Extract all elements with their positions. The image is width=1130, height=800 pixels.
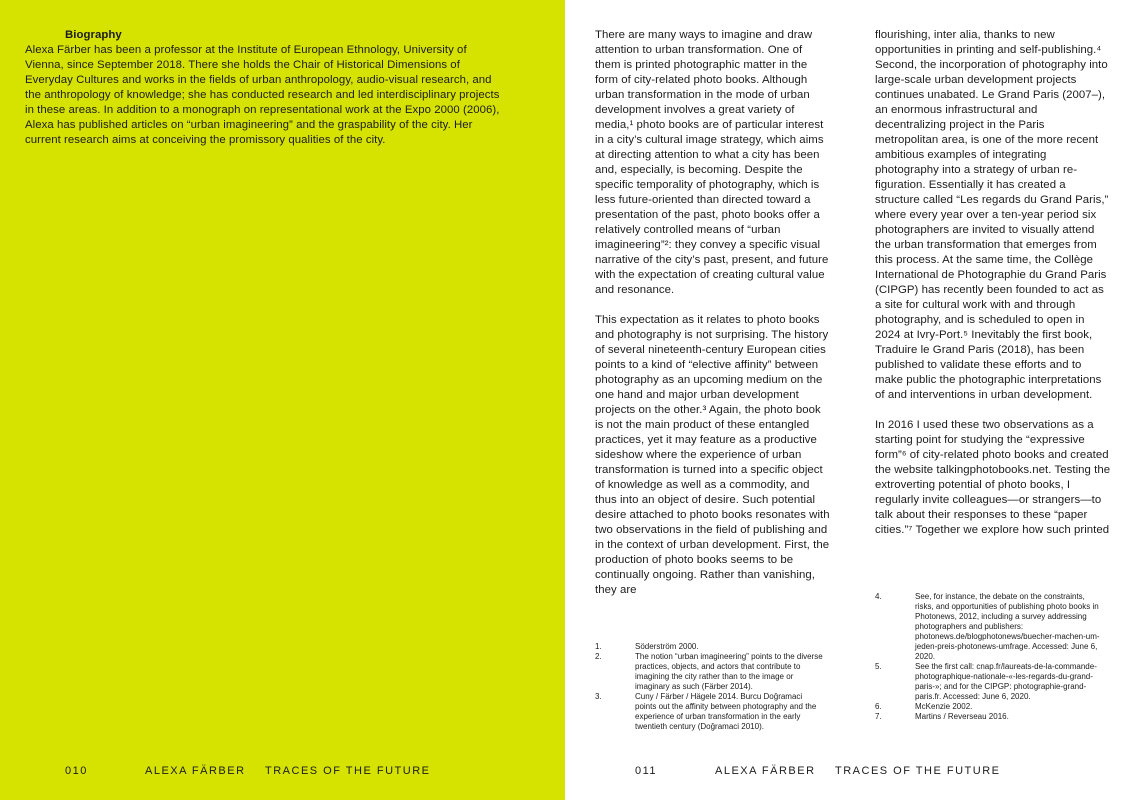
text-column-2	[875, 28, 1111, 553]
footnote-number: 1.	[595, 642, 602, 651]
footnotes-column-2	[875, 592, 1103, 722]
footnote-number: 2.	[595, 652, 602, 661]
footnote-text: See the first call: cnap.fr/laureats-de-la-commande-photographique-nationale-«-les-regards-du-grand-paris-»; and for the CIPGP: photographie-grand-paris.fr. Accessed: June 6, 2020.	[915, 662, 1097, 701]
biography-text: Alexa Färber has been a professor at the Institute of European Ethnology, University of Vienna, since September 2018. There she holds the Chair of Historical Dimensions of Everyday Cultures and works in the fields of urban anthropology, audio-visual research, and the anthropology of knowledge; she has conducted research and led interdisciplinary projects in these areas. In addition to a monograph on representational work at the Expo 2000 (2006), Alexa has published articles on “urban imagineering” and the graspability of the city. Her current research aims at conceiving the promissory qualities of the city.	[25, 44, 500, 146]
footnote-text: See, for instance, the debate on the constraints, risks, and opportunities of publishing photo books in Photonews, 2012, including a survey addressing photographers and publishers: photonews.de/blogphotonews/buecher-machen-um-jeden-preis-photonews-umfrage. Accessed: June 6, 2020.	[915, 592, 1100, 661]
page-number: 011	[635, 765, 658, 777]
text-column-1	[595, 28, 830, 613]
footnote	[595, 692, 825, 732]
footer-author: ALEXA FÄRBER	[715, 765, 816, 777]
footnote	[875, 712, 1103, 722]
right-page	[565, 0, 1130, 800]
footer-author: ALEXA FÄRBER	[145, 765, 246, 777]
paragraph: flourishing, inter alia, thanks to new opportunities in printing and self-publishing.⁴ Second, the incorporation of photography into large-scale urban development projects continues unabated. Le Grand Paris (2007–), an enormous infrastructural and decentralizing project in the Paris metropolitan area, is one of the more recent ambitious examples of integrating photography into a strategy of urban re-figuration. Essentially it has created a structure called “Les regards du Grand Paris,” where every year over a ten-year period six photographers are invited to visually attend the urban transformation that emerges from this process. At the same time, the Collège International de Photographie du Grand Paris (CIPGP) has recently been founded to act as a site for cultural work with and through photography, and is scheduled to open in 2024 at Ivry-Port.⁵ Inevitably the first book, Traduire le Grand Paris (2018), has been published to validate these efforts and to make public the photographic interpretations of and interventions in urban development.	[875, 29, 1109, 401]
footnote-number: 3.	[595, 692, 602, 701]
footnote	[595, 652, 825, 692]
footnote-number: 5.	[875, 662, 882, 671]
biography-block	[25, 28, 505, 148]
footnote	[875, 662, 1103, 702]
page-number: 010	[65, 765, 88, 777]
footer-title: TRACES OF THE FUTURE	[265, 765, 431, 777]
paragraph: In 2016 I used these two observations as a starting point for studying the “expressive form”⁶ of city-related photo books and created the website talkingphotobooks.net. Testing the extroverting potential of photo books, I regularly invite colleagues—or strangers—to talk about their responses to these “paper cities.”⁷ Together we explore how such printed	[875, 419, 1111, 536]
footnote	[595, 642, 825, 652]
footnote	[875, 592, 1103, 662]
footer-title: TRACES OF THE FUTURE	[835, 765, 1001, 777]
footnote	[875, 702, 1103, 712]
footnote-number: 4.	[875, 592, 882, 601]
paragraph: There are many ways to imagine and draw attention to urban transformation. One of them is printed photographic matter in the form of city-related photo books. Although urban transformation in the mode of urban development involves a great variety of media,¹ photo books are of particular interest in a city’s cultural image strategy, which aims at directing attention to what a city has been and, especially, is becoming. Despite the specific temporality of photography, which is less future-oriented than directed toward a presentation of the past, photo books offer a relatively controlled means of “urban imagineering”²: they convey a specific visual narrative of the city’s past, present, and future with the expectation of creating cultural value and resonance.	[595, 29, 829, 296]
footnote-text: Martins / Reverseau 2016.	[915, 712, 1009, 721]
footnote-number: 7.	[875, 712, 882, 721]
footnote-number: 6.	[875, 702, 882, 711]
footnote-text: Cuny / Färber / Hägele 2014. Burcu Doğramaci points out the affinity between photography and the experience of urban transformation in the early twentieth century (Doğramaci 2010).	[635, 692, 817, 731]
footnotes-column-1	[595, 642, 825, 732]
footnote-text: Söderström 2000.	[635, 642, 699, 651]
paragraph: This expectation as it relates to photo books and photography is not surprising. The history of several nineteenth-century European cities points to a kind of “elective affinity” between photography as an upcoming medium on the one hand and major urban development projects on the other.³ Again, the photo book is not the main product of these entangled practices, yet it may feature as a productive sideshow where the experience of urban transformation is turned into a specific object of knowledge as well as a commodity, and thus into an object of desire. Such potential desire attached to photo books resonates with two observations in the field of publishing and in the context of urban development. First, the production of photo books seems to be continually ongoing. Rather than vanishing, they are	[595, 314, 830, 596]
footnote-text: The notion “urban imagineering” points to the diverse practices, objects, and actors that contribute to imagining the city rather than to the image or imaginary as such (Färber 2014).	[635, 652, 823, 691]
biography-title: Biography	[65, 29, 122, 41]
footnote-text: McKenzie 2002.	[915, 702, 973, 711]
